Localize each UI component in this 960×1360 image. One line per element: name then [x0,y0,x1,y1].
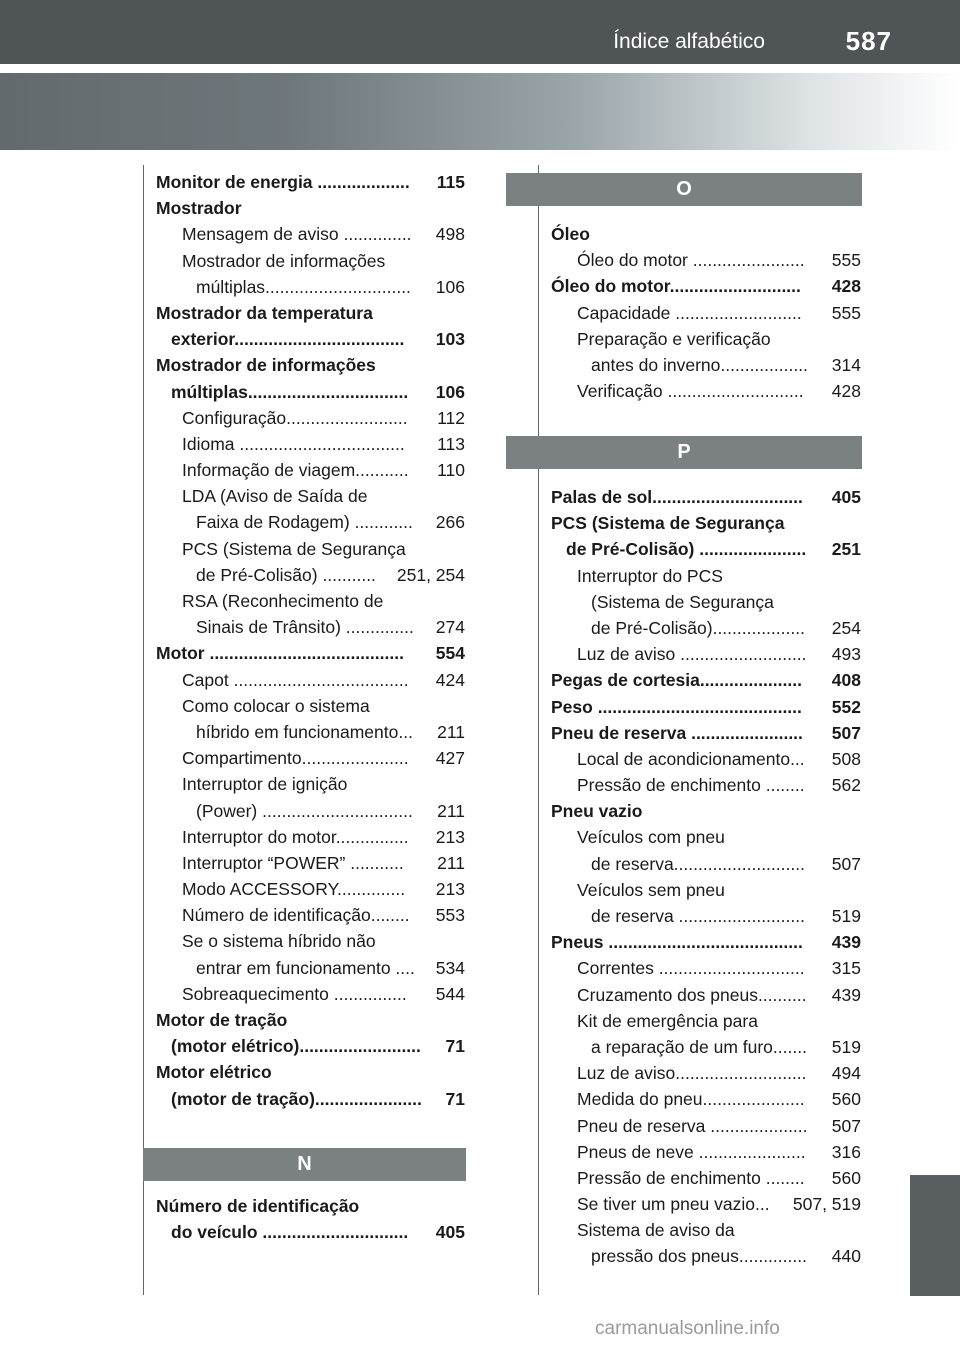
index-entry [551,641,861,667]
index-entry [551,982,861,1008]
entry-text: Medida do pneu..................... [577,1089,805,1110]
index-entry [156,1219,465,1245]
entry-text: Informação de viagem........... [182,460,409,481]
index-entry [551,1034,861,1060]
entry-page: 507 [831,853,861,874]
entry-text: de Pré-Colisão) ...................... [566,539,807,560]
entry-page: 254 [831,617,861,638]
entry-page: 554 [435,643,465,664]
index-entry [551,746,861,772]
index-entry [156,588,465,614]
index-entry [156,457,465,483]
entry-text: Motor elétrico [156,1062,272,1083]
index-entry [156,771,465,797]
decorative-gradient-band [0,73,960,150]
entry-page: 113 [437,433,465,454]
entry-page: 508 [831,748,861,769]
index-entry [156,850,465,876]
entry-text: Como colocar o sistema [182,695,370,716]
entry-page: 316 [831,1141,861,1162]
entry-page: 494 [831,1063,861,1084]
entry-page: 427 [435,748,465,769]
entry-page: 103 [435,329,465,350]
index-entry [551,615,861,641]
index-entry [551,798,861,824]
entry-text: Interruptor do PCS [577,565,723,586]
index-entry [156,352,465,378]
index-entry [551,694,861,720]
entry-page: 408 [831,670,861,691]
entry-text: Mostrador [156,198,242,219]
entry-text: Modo ACCESSORY.............. [182,879,406,900]
entry-text: Pegas de cortesia..................... [551,670,802,691]
left-column-rule [143,165,144,1295]
entry-text: Monitor de energia ................... [156,172,410,192]
index-entry [551,221,861,247]
index-entry [551,273,861,299]
entry-text: Se o sistema híbrido não [182,931,376,952]
entry-page: 213 [435,879,465,900]
index-entry [551,1060,861,1086]
entry-text: Interruptor de ignição [182,774,348,795]
entry-page: 498 [435,224,465,245]
entry-text: Luz de aviso........................... [577,1063,807,1084]
entry-text: de Pré-Colisão)................... [591,617,805,638]
index-entry [551,929,861,955]
index-entry [551,1191,861,1217]
entry-text: múltiplas................................. [171,381,409,402]
entry-text: Pressão de enchimento ........ [577,775,805,796]
entry-page: 71 [445,1036,465,1057]
entry-page: 562 [831,775,861,796]
index-entry [551,1139,861,1165]
page-number: 587 [845,26,892,56]
index-entry [156,248,465,274]
index-entry [156,640,465,666]
entry-page: 555 [831,302,861,323]
entry-page: 507 [831,1115,861,1136]
entry-text: Kit de emergência para [577,1010,758,1031]
section-header-p: P [506,436,862,469]
entry-text: a reparação de um furo....... [591,1036,807,1057]
index-entry [551,510,861,536]
entry-text: Interruptor “POWER” ........... [182,852,404,873]
entry-page: 315 [831,958,861,979]
entry-page: 112 [437,407,465,428]
index-entry [156,1007,465,1033]
entry-text: Local de acondicionamento... [577,748,805,769]
entry-text: Configuração......................... [182,407,408,428]
entry-text: Pressão de enchimento ........ [577,1167,805,1188]
index-entry [156,719,465,745]
entry-page: 544 [435,983,465,1004]
chapter-side-tab [910,1175,960,1296]
index-entry [156,405,465,431]
entry-text: Veículos com pneu [577,827,725,848]
entry-text: Motor de tração [156,1010,288,1030]
index-entry [156,221,465,247]
entry-page: 553 [435,905,465,926]
entry-page: 439 [831,984,861,1005]
entry-text: Interruptor do motor............... [182,826,409,847]
entry-text: RSA (Reconhecimento de [182,591,384,611]
index-entry [156,745,465,771]
entry-text: Capacidade .......................... [577,302,802,323]
entry-page: 71 [445,1088,465,1109]
index-entry [551,1165,861,1191]
index-entry [551,824,861,850]
index-entry [551,1008,861,1034]
index-entry [156,169,465,195]
entry-page: 106 [435,381,465,402]
entry-text: Idioma .................................. [182,433,405,454]
entry-page: 552 [831,696,861,717]
section-o-entries [551,221,861,404]
entry-text: Número de identificação [156,1196,360,1216]
entry-text: Verificação ............................ [577,381,804,402]
entry-page: 428 [831,276,861,297]
entry-text: Óleo do motor ....................... [577,250,805,271]
index-entry [551,1217,861,1243]
entry-text: pressão dos pneus.............. [591,1246,807,1267]
entry-text: PCS (Sistema de Segurança [551,513,785,534]
index-entry [551,378,861,404]
entry-page: 213 [435,826,465,847]
entry-text: (Sistema de Segurança [591,591,774,612]
entry-page: 507, 519 [792,1194,861,1215]
entry-text: (Power) ............................... [196,800,413,821]
entry-text: Correntes .............................. [577,958,805,979]
entry-text: Veículos sem pneu [577,879,725,900]
entry-page: 251, 254 [396,564,465,585]
entry-text: Preparação e verificação [577,328,771,349]
index-entry [156,483,465,509]
index-entry [551,667,861,693]
index-entry [156,1193,465,1219]
entry-text: Óleo [551,224,590,244]
index-entry [551,326,861,352]
index-entry [551,352,861,378]
entry-text: Número de identificação........ [182,905,410,926]
entry-text: Se tiver um pneu vazio... [577,1194,770,1215]
entry-text: Pneu de reserva .................... [577,1115,808,1136]
entry-page: 110 [437,460,465,481]
entry-text: Pneu vazio [551,801,643,822]
entry-text: Compartimento...................... [182,748,409,769]
entry-text: exterior................................... [171,329,405,350]
index-entry [156,1086,465,1112]
entry-page: 507 [831,722,861,743]
index-entry [156,981,465,1007]
section-n-entries [156,1193,465,1245]
index-entry [156,928,465,954]
entry-text: Palas de sol............................... [551,487,803,507]
index-entry [551,903,861,929]
entry-page: 211 [437,852,465,873]
entry-text: de reserva .......................... [591,906,805,926]
entry-text: Sinais de Trânsito) .............. [196,617,414,638]
page-title: Índice alfabético [613,30,765,53]
entry-text: Luz de aviso .......................... [577,644,807,665]
entry-text: antes do inverno.................. [591,354,808,375]
index-entry [156,195,465,221]
entry-text: Sistema de aviso da [577,1220,735,1241]
entry-page: 519 [831,1036,861,1057]
index-entry [156,614,465,640]
entry-text: LDA (Aviso de Saída de [182,486,368,507]
index-entry [551,955,861,981]
index-entry [156,1033,465,1059]
index-entry [156,667,465,693]
index-entry [156,824,465,850]
index-entry [551,772,861,798]
entry-page: 251 [831,539,861,560]
index-entry [156,1059,465,1085]
entry-text: Pneus ........................................ [551,932,803,953]
entry-page: 534 [435,957,465,978]
index-entry [551,300,861,326]
entry-page: 106 [435,276,465,297]
section-header-o: O [506,173,862,206]
index-entry [156,379,465,405]
index-entry [551,1243,861,1269]
entry-page: 115 [436,172,465,192]
entry-text: Mensagem de aviso .............. [182,224,412,245]
section-p-entries [551,484,861,1270]
index-entry [156,798,465,824]
index-entry [156,536,465,562]
index-entry [551,484,861,510]
entry-page: 424 [435,669,465,690]
entry-text: entrar em funcionamento .... [196,957,415,978]
section-header-n: N [143,1148,466,1181]
index-entry [156,876,465,902]
entry-text: Faixa de Rodagem) ............ [196,512,413,533]
watermark: carmanualsonline.info [595,1318,780,1339]
entry-page: 211 [437,800,465,821]
entry-page: 560 [831,1167,861,1188]
entry-text: Motor ........................................ [156,643,404,664]
index-entry [551,877,861,903]
index-entry [156,693,465,719]
entry-page: 439 [831,932,861,953]
entry-text: Pneus de neve ...................... [577,1141,806,1162]
entry-page: 560 [831,1089,861,1110]
entry-text: do veículo .............................. [171,1222,409,1243]
entry-text: (motor elétrico)......................... [171,1036,421,1057]
entry-text: Mostrador de informações [156,355,376,376]
index-entry [156,431,465,457]
entry-text: Capot .................................... [182,669,409,690]
entry-page: 405 [435,1222,465,1243]
index-entry [551,536,861,562]
entry-text: Cruzamento dos pneus.......... [577,984,807,1005]
index-entry [156,326,465,352]
index-entry [156,274,465,300]
entry-text: Mostrador de informações [182,250,386,271]
right-column-rule [538,165,539,1295]
entry-text: Pneu de reserva ....................... [551,722,803,743]
entry-text: (motor de tração)...................... [171,1088,422,1109]
index-entry [156,562,465,588]
entry-page: 440 [831,1246,861,1267]
entry-page: 519 [831,906,861,926]
entry-text: Mostrador da temperatura [156,302,373,323]
index-column-left [156,169,465,1112]
entry-page: 405 [831,487,861,507]
entry-page: 266 [435,512,465,533]
entry-text: de reserva........................... [591,853,805,874]
entry-text: múltiplas.............................. [196,276,411,297]
index-entry [156,509,465,535]
entry-page: 493 [831,644,861,665]
entry-page: 274 [435,617,465,638]
index-entry [551,851,861,877]
header-bar [0,0,960,64]
entry-text: de Pré-Colisão) ........... [196,564,376,585]
index-entry [551,720,861,746]
entry-text: PCS (Sistema de Segurança [182,538,406,559]
entry-text: Óleo do motor........................... [551,276,801,297]
entry-text: Sobreaquecimento ............... [182,983,407,1004]
entry-page: 314 [831,354,861,375]
index-entry [551,589,861,615]
index-entry [156,902,465,928]
entry-page: 555 [831,250,861,271]
entry-page: 428 [831,381,861,402]
index-entry [551,1086,861,1112]
index-entry [551,1113,861,1139]
index-entry [551,563,861,589]
entry-text: Peso .......................................... [551,696,802,717]
index-entry [156,300,465,326]
entry-text: híbrido em funcionamento... [196,721,413,742]
index-entry [551,247,861,273]
entry-page: 211 [437,721,465,742]
index-entry [156,955,465,981]
